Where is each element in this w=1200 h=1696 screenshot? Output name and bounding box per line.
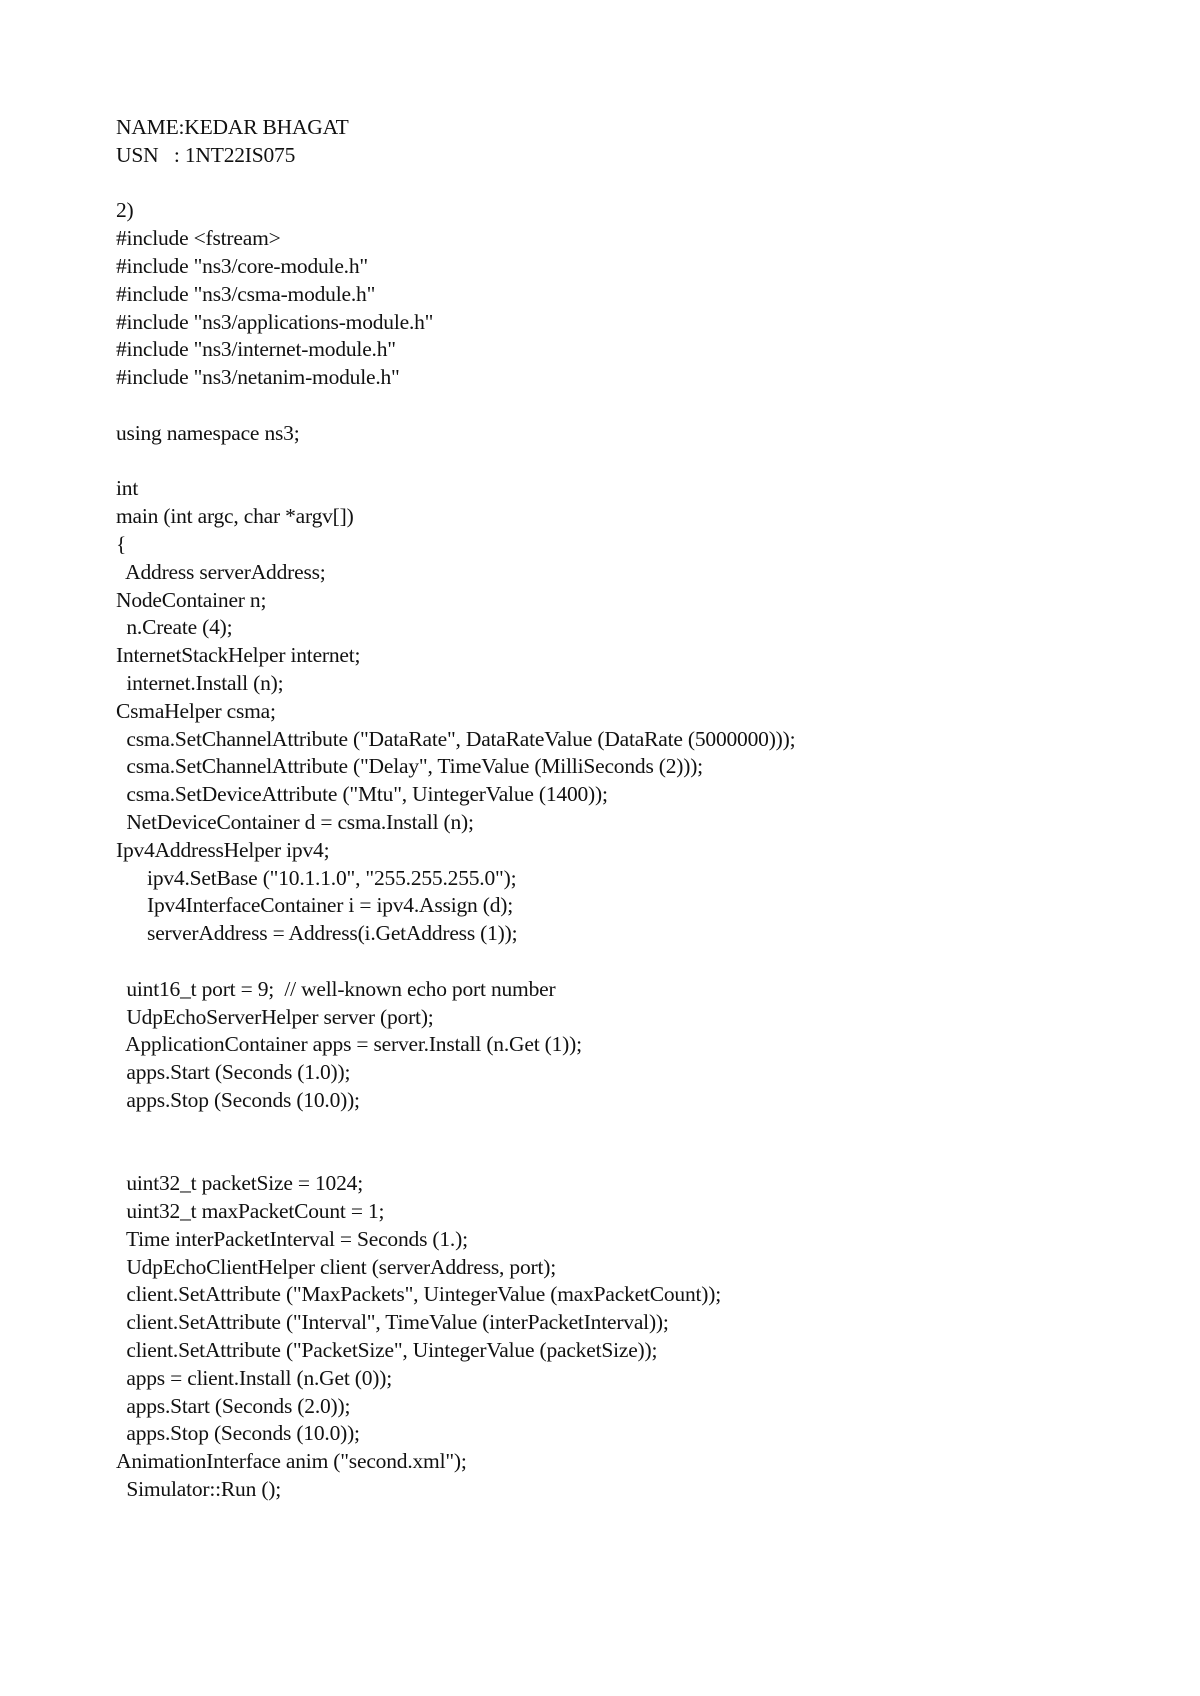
code-line: client.SetAttribute ("PacketSize", UintegerValue (packetSize));	[116, 1338, 658, 1363]
code-line	[116, 1142, 1116, 1170]
code-line: apps.Start (Seconds (1.0));	[116, 1060, 351, 1085]
code-line: InternetStackHelper internet;	[116, 643, 361, 668]
code-line: csma.SetDeviceAttribute ("Mtu", UintegerValue (1400));	[116, 782, 608, 807]
code-line: internet.Install (n);	[116, 670, 284, 695]
code-line: apps.Stop (Seconds (10.0));	[116, 1087, 360, 1112]
code-line	[116, 1115, 1116, 1143]
code-line: #include "ns3/core-module.h"	[116, 253, 368, 278]
code-line: NetDeviceContainer d = csma.Install (n);	[116, 809, 474, 834]
code-line: #include <fstream>	[116, 226, 281, 251]
code-line: client.SetAttribute ("Interval", TimeValue (interPacketInterval));	[116, 1310, 669, 1335]
code-line	[116, 392, 1116, 420]
code-line: ApplicationContainer apps = server.Install (n.Get (1));	[116, 1032, 582, 1057]
code-line: NodeContainer n;	[116, 587, 267, 612]
code-line: serverAddress = Address(i.GetAddress (1));	[116, 921, 518, 946]
code-line: int	[116, 476, 139, 501]
code-block	[116, 170, 1116, 1504]
code-line: uint32_t packetSize = 1024;	[116, 1171, 363, 1196]
code-line: using namespace ns3;	[116, 420, 300, 445]
code-line: #include "ns3/internet-module.h"	[116, 337, 396, 362]
code-line: UdpEchoServerHelper server (port);	[116, 1004, 434, 1029]
code-line: #include "ns3/csma-module.h"	[116, 281, 376, 306]
code-line: n.Create (4);	[116, 615, 233, 640]
code-line: CsmaHelper csma;	[116, 698, 276, 723]
code-line	[116, 448, 1116, 476]
code-line: Address serverAddress;	[116, 559, 326, 584]
code-line	[116, 948, 1116, 976]
code-line: #include "ns3/netanim-module.h"	[116, 365, 400, 390]
code-line: {	[116, 531, 127, 556]
code-line: apps = client.Install (n.Get (0));	[116, 1365, 392, 1390]
code-line: UdpEchoClientHelper client (serverAddress, port);	[116, 1254, 556, 1279]
code-line: csma.SetChannelAttribute ("DataRate", DataRateValue (DataRate (5000000)));	[116, 726, 796, 751]
code-line: client.SetAttribute ("MaxPackets", UintegerValue (maxPacketCount));	[116, 1282, 721, 1307]
code-line: Ipv4AddressHelper ipv4;	[116, 837, 330, 862]
code-line: Simulator::Run ();	[116, 1477, 282, 1502]
code-line: #include "ns3/applications-module.h"	[116, 309, 434, 334]
code-line	[116, 170, 1116, 198]
code-line: 2)	[116, 198, 134, 223]
code-line: uint16_t port = 9; // well-known echo port number	[116, 976, 556, 1001]
document-body	[116, 114, 1116, 1504]
code-line: ipv4.SetBase ("10.1.1.0", "255.255.255.0");	[116, 865, 517, 890]
code-line: main (int argc, char *argv[])	[116, 504, 354, 529]
code-line: csma.SetChannelAttribute ("Delay", TimeValue (MilliSeconds (2)));	[116, 754, 703, 779]
code-line: Ipv4InterfaceContainer i = ipv4.Assign (d);	[116, 893, 513, 918]
code-line: apps.Stop (Seconds (10.0));	[116, 1421, 360, 1446]
code-line: uint32_t maxPacketCount = 1;	[116, 1199, 385, 1224]
code-line: apps.Start (Seconds (2.0));	[116, 1393, 351, 1418]
student-usn: USN : 1NT22IS075	[116, 142, 296, 167]
student-name: NAME:KEDAR BHAGAT	[116, 115, 349, 139]
code-line: AnimationInterface anim ("second.xml");	[116, 1449, 467, 1474]
code-line: Time interPacketInterval = Seconds (1.);	[116, 1226, 468, 1251]
